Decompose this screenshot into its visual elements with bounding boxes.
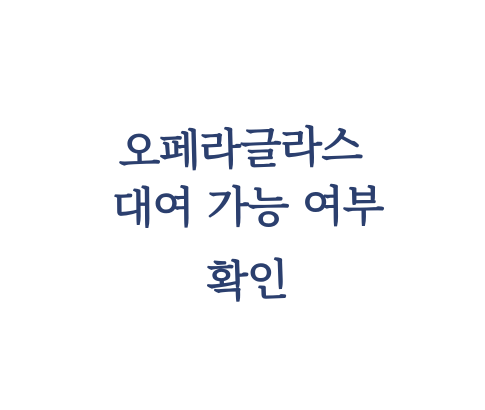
note-line-1: 오페라글라스 bbox=[117, 121, 363, 178]
note-line-2: 대여 가능 여부 bbox=[111, 181, 384, 234]
note-line-3: 확인 bbox=[205, 255, 289, 308]
